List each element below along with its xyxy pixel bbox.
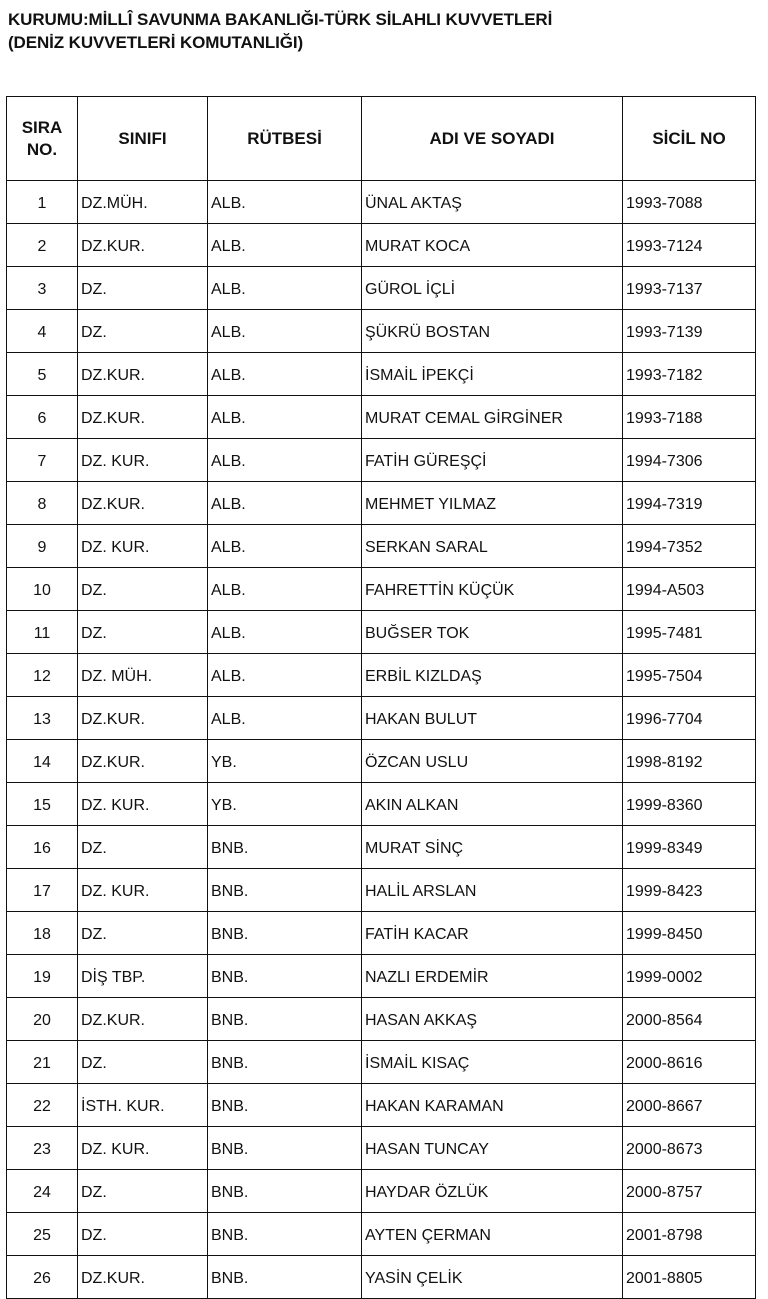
cell-sira-no: 25: [7, 1213, 78, 1256]
cell-rutbesi: BNB.: [208, 869, 362, 912]
cell-sira-no: 24: [7, 1170, 78, 1213]
table-row: [7, 826, 756, 869]
header-sicil-no: SİCİL NO: [623, 97, 756, 181]
header-adi-soyadi: ADI VE SOYADI: [362, 97, 623, 181]
cell-adi-soyadi: FAHRETTİN KÜÇÜK: [362, 568, 623, 611]
personnel-table: [6, 96, 756, 1299]
table-row: [7, 1041, 756, 1084]
cell-rutbesi: ALB.: [208, 697, 362, 740]
table-row: [7, 525, 756, 568]
cell-sinifi: DZ.KUR.: [78, 1256, 208, 1299]
cell-sira-no: 20: [7, 998, 78, 1041]
cell-adi-soyadi: MURAT SİNÇ: [362, 826, 623, 869]
table-row: [7, 955, 756, 998]
cell-sicil-no: 1993-7088: [623, 181, 756, 224]
cell-sinifi: DZ.: [78, 1170, 208, 1213]
cell-rutbesi: ALB.: [208, 568, 362, 611]
table-header: [7, 97, 756, 181]
cell-sinifi: DZ.KUR.: [78, 697, 208, 740]
cell-sicil-no: 2001-8805: [623, 1256, 756, 1299]
cell-sira-no: 13: [7, 697, 78, 740]
cell-rutbesi: ALB.: [208, 611, 362, 654]
document-title-line1: KURUMU:MİLLÎ SAVUNMA BAKANLIĞI-TÜRK SİLAHLI KUVVETLERİ: [8, 10, 553, 29]
cell-rutbesi: BNB.: [208, 1256, 362, 1299]
cell-sira-no: 16: [7, 826, 78, 869]
cell-sicil-no: 1999-8360: [623, 783, 756, 826]
cell-adi-soyadi: İSMAİL İPEKÇİ: [362, 353, 623, 396]
table-row: [7, 912, 756, 955]
cell-sira-no: 12: [7, 654, 78, 697]
cell-sicil-no: 1995-7504: [623, 654, 756, 697]
cell-sira-no: 19: [7, 955, 78, 998]
cell-rutbesi: YB.: [208, 783, 362, 826]
cell-adi-soyadi: ERBİL KIZLDAŞ: [362, 654, 623, 697]
cell-sinifi: DZ.KUR.: [78, 224, 208, 267]
cell-sinifi: DZ.: [78, 912, 208, 955]
table-row: [7, 353, 756, 396]
cell-sicil-no: 1993-7137: [623, 267, 756, 310]
cell-sinifi: DZ.: [78, 1041, 208, 1084]
cell-rutbesi: BNB.: [208, 826, 362, 869]
cell-adi-soyadi: ŞÜKRÜ BOSTAN: [362, 310, 623, 353]
cell-sicil-no: 1994-7319: [623, 482, 756, 525]
table-row: [7, 654, 756, 697]
cell-sicil-no: 2000-8616: [623, 1041, 756, 1084]
cell-adi-soyadi: HALİL ARSLAN: [362, 869, 623, 912]
cell-sira-no: 22: [7, 1084, 78, 1127]
cell-sira-no: 10: [7, 568, 78, 611]
cell-adi-soyadi: ÜNAL AKTAŞ: [362, 181, 623, 224]
cell-rutbesi: ALB.: [208, 353, 362, 396]
cell-sicil-no: 1995-7481: [623, 611, 756, 654]
cell-sicil-no: 1999-0002: [623, 955, 756, 998]
cell-rutbesi: ALB.: [208, 439, 362, 482]
cell-sinifi: DZ.: [78, 310, 208, 353]
header-sira-line2: NO.: [26, 139, 58, 159]
table-row: [7, 267, 756, 310]
table-row: [7, 1256, 756, 1299]
cell-sinifi: DZ.: [78, 267, 208, 310]
cell-sinifi: DZ.MÜH.: [78, 181, 208, 224]
table-row: [7, 1213, 756, 1256]
table-row: [7, 740, 756, 783]
cell-sicil-no: 1996-7704: [623, 697, 756, 740]
table-row: [7, 482, 756, 525]
cell-sicil-no: 2000-8757: [623, 1170, 756, 1213]
table-row: [7, 783, 756, 826]
cell-rutbesi: BNB.: [208, 912, 362, 955]
cell-sicil-no: 1993-7124: [623, 224, 756, 267]
table-row: [7, 697, 756, 740]
cell-adi-soyadi: AKIN ALKAN: [362, 783, 623, 826]
cell-sinifi: DZ.KUR.: [78, 740, 208, 783]
table-row: [7, 181, 756, 224]
header-rutbesi: RÜTBESİ: [208, 97, 362, 181]
header-sinifi: SINIFI: [78, 97, 208, 181]
cell-adi-soyadi: HAKAN KARAMAN: [362, 1084, 623, 1127]
header-sira-line1: SIRA: [21, 117, 63, 137]
cell-sinifi: DZ.: [78, 1213, 208, 1256]
cell-rutbesi: BNB.: [208, 1170, 362, 1213]
cell-rutbesi: ALB.: [208, 310, 362, 353]
cell-sira-no: 4: [7, 310, 78, 353]
cell-sira-no: 8: [7, 482, 78, 525]
cell-sira-no: 3: [7, 267, 78, 310]
table-row: [7, 224, 756, 267]
cell-rutbesi: ALB.: [208, 482, 362, 525]
cell-rutbesi: BNB.: [208, 1127, 362, 1170]
table-row: [7, 1170, 756, 1213]
cell-adi-soyadi: MURAT CEMAL GİRGİNER: [362, 396, 623, 439]
cell-adi-soyadi: HAKAN BULUT: [362, 697, 623, 740]
cell-sira-no: 23: [7, 1127, 78, 1170]
cell-rutbesi: YB.: [208, 740, 362, 783]
cell-sicil-no: 1994-A503: [623, 568, 756, 611]
cell-sicil-no: 1993-7139: [623, 310, 756, 353]
table-row: [7, 1127, 756, 1170]
cell-adi-soyadi: MEHMET YILMAZ: [362, 482, 623, 525]
cell-sicil-no: 1993-7188: [623, 396, 756, 439]
cell-sicil-no: 1994-7306: [623, 439, 756, 482]
table-row: [7, 1084, 756, 1127]
cell-sinifi: DZ. MÜH.: [78, 654, 208, 697]
table-row: [7, 310, 756, 353]
table-row: [7, 869, 756, 912]
table-row: [7, 439, 756, 482]
cell-sira-no: 17: [7, 869, 78, 912]
cell-adi-soyadi: HASAN TUNCAY: [362, 1127, 623, 1170]
cell-sira-no: 9: [7, 525, 78, 568]
cell-sira-no: 7: [7, 439, 78, 482]
cell-rutbesi: ALB.: [208, 525, 362, 568]
cell-sinifi: DZ.KUR.: [78, 396, 208, 439]
cell-sinifi: DİŞ TBP.: [78, 955, 208, 998]
cell-adi-soyadi: HASAN AKKAŞ: [362, 998, 623, 1041]
cell-rutbesi: BNB.: [208, 1213, 362, 1256]
cell-adi-soyadi: FATİH KACAR: [362, 912, 623, 955]
cell-sinifi: DZ.KUR.: [78, 353, 208, 396]
cell-sinifi: DZ. KUR.: [78, 783, 208, 826]
cell-sicil-no: 1999-8349: [623, 826, 756, 869]
cell-sinifi: DZ. KUR.: [78, 525, 208, 568]
cell-sicil-no: 2000-8667: [623, 1084, 756, 1127]
cell-rutbesi: ALB.: [208, 224, 362, 267]
table-header-row: [7, 97, 756, 181]
cell-rutbesi: BNB.: [208, 1084, 362, 1127]
cell-sicil-no: 1999-8423: [623, 869, 756, 912]
table-row: [7, 396, 756, 439]
cell-rutbesi: BNB.: [208, 955, 362, 998]
header-sira-no: [7, 97, 78, 181]
cell-sira-no: 5: [7, 353, 78, 396]
cell-adi-soyadi: FATİH GÜREŞÇİ: [362, 439, 623, 482]
cell-sinifi: DZ. KUR.: [78, 869, 208, 912]
cell-sinifi: DZ.: [78, 611, 208, 654]
cell-adi-soyadi: GÜROL İÇLİ: [362, 267, 623, 310]
cell-adi-soyadi: BUĞSER TOK: [362, 611, 623, 654]
table-body: [7, 181, 756, 1299]
cell-sinifi: DZ. KUR.: [78, 439, 208, 482]
cell-sicil-no: 1994-7352: [623, 525, 756, 568]
cell-sira-no: 1: [7, 181, 78, 224]
cell-adi-soyadi: HAYDAR ÖZLÜK: [362, 1170, 623, 1213]
cell-rutbesi: ALB.: [208, 181, 362, 224]
table-row: [7, 568, 756, 611]
cell-adi-soyadi: NAZLI ERDEMİR: [362, 955, 623, 998]
cell-sinifi: DZ.: [78, 568, 208, 611]
cell-sira-no: 14: [7, 740, 78, 783]
document-title: [8, 8, 552, 54]
cell-sicil-no: 1993-7182: [623, 353, 756, 396]
cell-sira-no: 21: [7, 1041, 78, 1084]
cell-sira-no: 6: [7, 396, 78, 439]
cell-adi-soyadi: AYTEN ÇERMAN: [362, 1213, 623, 1256]
cell-sinifi: DZ. KUR.: [78, 1127, 208, 1170]
cell-sinifi: DZ.KUR.: [78, 998, 208, 1041]
cell-sinifi: İSTH. KUR.: [78, 1084, 208, 1127]
cell-sicil-no: 2000-8673: [623, 1127, 756, 1170]
cell-rutbesi: ALB.: [208, 654, 362, 697]
cell-sicil-no: 2000-8564: [623, 998, 756, 1041]
cell-adi-soyadi: ÖZCAN USLU: [362, 740, 623, 783]
document-title-line2: (DENİZ KUVVETLERİ KOMUTANLIĞI): [8, 33, 304, 52]
cell-sinifi: DZ.: [78, 826, 208, 869]
table-row: [7, 611, 756, 654]
cell-sicil-no: 2001-8798: [623, 1213, 756, 1256]
cell-sira-no: 15: [7, 783, 78, 826]
cell-sira-no: 26: [7, 1256, 78, 1299]
cell-adi-soyadi: MURAT KOCA: [362, 224, 623, 267]
cell-sira-no: 11: [7, 611, 78, 654]
cell-adi-soyadi: SERKAN SARAL: [362, 525, 623, 568]
cell-rutbesi: BNB.: [208, 1041, 362, 1084]
cell-rutbesi: ALB.: [208, 267, 362, 310]
cell-rutbesi: BNB.: [208, 998, 362, 1041]
cell-adi-soyadi: İSMAİL KISAÇ: [362, 1041, 623, 1084]
cell-rutbesi: ALB.: [208, 396, 362, 439]
cell-sicil-no: 1999-8450: [623, 912, 756, 955]
cell-sicil-no: 1998-8192: [623, 740, 756, 783]
cell-sinifi: DZ.KUR.: [78, 482, 208, 525]
table-row: [7, 998, 756, 1041]
cell-adi-soyadi: YASİN ÇELİK: [362, 1256, 623, 1299]
cell-sira-no: 18: [7, 912, 78, 955]
cell-sira-no: 2: [7, 224, 78, 267]
